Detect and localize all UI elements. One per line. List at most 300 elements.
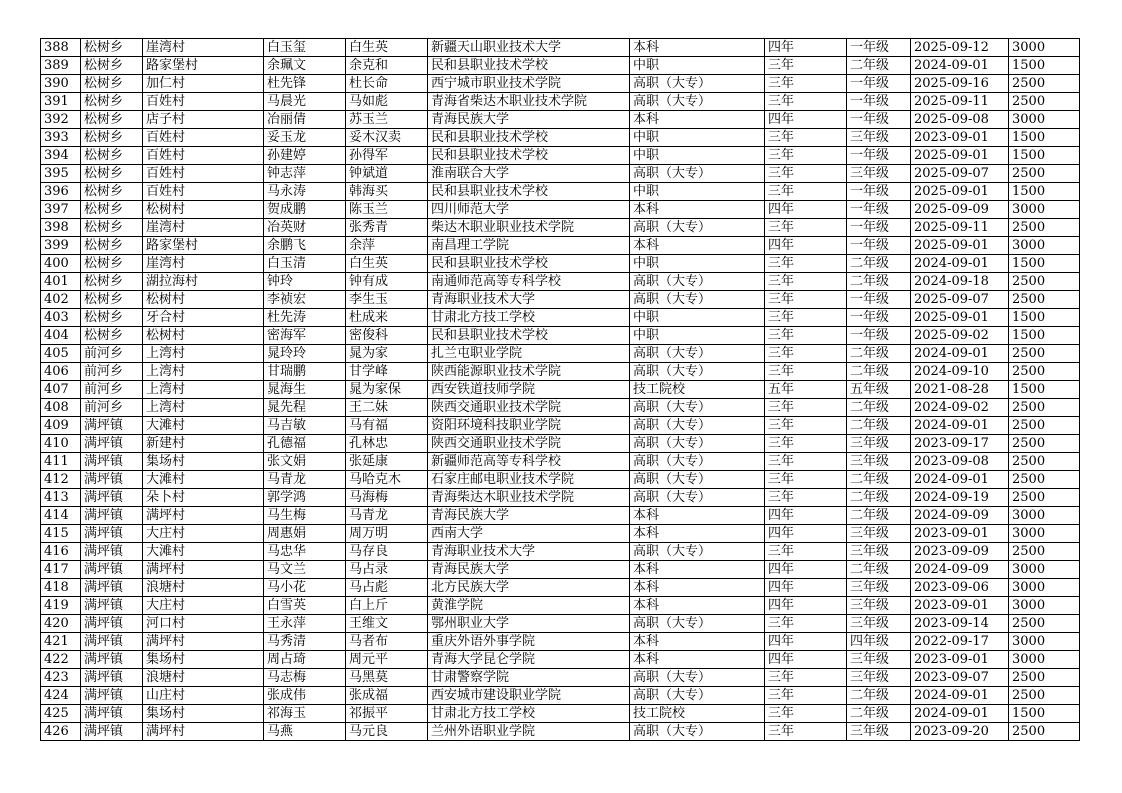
aid-amount-cell: 3000 (1009, 111, 1080, 129)
parent-name-cell: 余克和 (346, 57, 428, 75)
parent-name-cell: 马如彪 (346, 93, 428, 111)
parent-name-cell: 马黑莫 (346, 669, 428, 687)
grade-cell: 一年级 (847, 327, 911, 345)
parent-name-cell: 周元平 (346, 651, 428, 669)
table-row (41, 561, 1080, 579)
education-level-cell: 中职 (630, 129, 765, 147)
grade-cell: 一年级 (847, 183, 911, 201)
parent-name-cell: 马哈克木 (346, 471, 428, 489)
school-name-cell: 石家庄邮电职业技术学院 (428, 471, 630, 489)
aid-amount-cell: 1500 (1009, 57, 1080, 75)
table-row (41, 453, 1080, 471)
school-name-cell: 北方民族大学 (428, 579, 630, 597)
grade-cell: 一年级 (847, 291, 911, 309)
school-name-cell: 西南大学 (428, 525, 630, 543)
enrollment-date-cell: 2024-09-01 (911, 345, 1009, 363)
program-length-cell: 四年 (765, 237, 847, 255)
parent-name-cell: 杜长命 (346, 75, 428, 93)
aid-amount-cell: 2500 (1009, 291, 1080, 309)
school-name-cell: 柴达木职业职业技术学院 (428, 219, 630, 237)
grade-cell: 二年级 (847, 471, 911, 489)
program-length-cell: 四年 (765, 651, 847, 669)
school-name-cell: 新疆天山职业技术大学 (428, 39, 630, 57)
parent-name-cell: 晁为家保 (346, 381, 428, 399)
enrollment-date-cell: 2025-09-12 (911, 39, 1009, 57)
education-level-cell: 本科 (630, 597, 765, 615)
aid-amount-cell: 3000 (1009, 579, 1080, 597)
row-number-cell: 405 (41, 345, 81, 363)
education-level-cell: 高职（大专） (630, 417, 765, 435)
aid-amount-cell: 1500 (1009, 255, 1080, 273)
school-name-cell: 西安城市建设职业学院 (428, 687, 630, 705)
aid-amount-cell: 3000 (1009, 525, 1080, 543)
parent-name-cell: 苏玉兰 (346, 111, 428, 129)
grade-cell: 五年级 (847, 381, 911, 399)
table-row (41, 381, 1080, 399)
enrollment-date-cell: 2025-09-02 (911, 327, 1009, 345)
program-length-cell: 四年 (765, 201, 847, 219)
enrollment-date-cell: 2025-09-09 (911, 201, 1009, 219)
table-row (41, 273, 1080, 291)
parent-name-cell: 韩海买 (346, 183, 428, 201)
table-row (41, 57, 1080, 75)
township-cell: 满坪镇 (81, 489, 143, 507)
row-number-cell: 415 (41, 525, 81, 543)
table-row (41, 327, 1080, 345)
enrollment-date-cell: 2023-09-07 (911, 669, 1009, 687)
enrollment-date-cell: 2024-09-01 (911, 705, 1009, 723)
township-cell: 松树乡 (81, 39, 143, 57)
program-length-cell: 三年 (765, 165, 847, 183)
township-cell: 满坪镇 (81, 435, 143, 453)
education-level-cell: 高职（大专） (630, 363, 765, 381)
township-cell: 前河乡 (81, 345, 143, 363)
enrollment-date-cell: 2023-09-01 (911, 651, 1009, 669)
program-length-cell: 三年 (765, 183, 847, 201)
table-row (41, 165, 1080, 183)
program-length-cell: 三年 (765, 669, 847, 687)
grade-cell: 二年级 (847, 507, 911, 525)
grade-cell: 三年级 (847, 579, 911, 597)
parent-name-cell: 王维文 (346, 615, 428, 633)
student-name-cell: 钟志萍 (264, 165, 346, 183)
row-number-cell: 401 (41, 273, 81, 291)
enrollment-date-cell: 2024-09-01 (911, 57, 1009, 75)
school-name-cell: 资阳环境科技职业学院 (428, 417, 630, 435)
school-name-cell: 南通师范高等专科学校 (428, 273, 630, 291)
aid-amount-cell: 2500 (1009, 435, 1080, 453)
village-cell: 集场村 (143, 651, 264, 669)
enrollment-date-cell: 2025-09-11 (911, 93, 1009, 111)
grade-cell: 二年级 (847, 417, 911, 435)
village-cell: 牙合村 (143, 309, 264, 327)
education-level-cell: 高职（大专） (630, 489, 765, 507)
education-level-cell: 技工院校 (630, 705, 765, 723)
table-row (41, 687, 1080, 705)
table-row (41, 93, 1080, 111)
township-cell: 松树乡 (81, 219, 143, 237)
township-cell: 满坪镇 (81, 723, 143, 741)
enrollment-date-cell: 2023-09-20 (911, 723, 1009, 741)
table-row (41, 723, 1080, 741)
table-row (41, 363, 1080, 381)
parent-name-cell: 晁为家 (346, 345, 428, 363)
school-name-cell: 青海民族大学 (428, 507, 630, 525)
education-level-cell: 高职（大专） (630, 669, 765, 687)
table-row (41, 111, 1080, 129)
village-cell: 百姓村 (143, 129, 264, 147)
table-row (41, 183, 1080, 201)
aid-amount-cell: 2500 (1009, 471, 1080, 489)
table-row (41, 543, 1080, 561)
village-cell: 百姓村 (143, 147, 264, 165)
aid-amount-cell: 2500 (1009, 543, 1080, 561)
education-level-cell: 高职（大专） (630, 399, 765, 417)
row-number-cell: 417 (41, 561, 81, 579)
table-row (41, 237, 1080, 255)
table-row (41, 129, 1080, 147)
school-name-cell: 民和县职业技术学校 (428, 129, 630, 147)
aid-amount-cell: 1500 (1009, 147, 1080, 165)
grade-cell: 二年级 (847, 273, 911, 291)
village-cell: 崖湾村 (143, 219, 264, 237)
education-level-cell: 高职（大专） (630, 435, 765, 453)
village-cell: 百姓村 (143, 93, 264, 111)
township-cell: 满坪镇 (81, 615, 143, 633)
school-name-cell: 青海柴达木职业技术学院 (428, 489, 630, 507)
row-number-cell: 425 (41, 705, 81, 723)
grade-cell: 三年级 (847, 723, 911, 741)
student-name-cell: 马青龙 (264, 471, 346, 489)
school-name-cell: 青海民族大学 (428, 111, 630, 129)
township-cell: 满坪镇 (81, 687, 143, 705)
program-length-cell: 三年 (765, 57, 847, 75)
parent-name-cell: 马有福 (346, 417, 428, 435)
row-number-cell: 391 (41, 93, 81, 111)
enrollment-date-cell: 2024-09-02 (911, 399, 1009, 417)
program-length-cell: 三年 (765, 399, 847, 417)
aid-amount-cell: 2500 (1009, 615, 1080, 633)
education-level-cell: 本科 (630, 633, 765, 651)
education-level-cell: 本科 (630, 651, 765, 669)
village-cell: 河口村 (143, 615, 264, 633)
parent-name-cell: 周万明 (346, 525, 428, 543)
grade-cell: 二年级 (847, 399, 911, 417)
student-name-cell: 周惠娟 (264, 525, 346, 543)
parent-name-cell: 张成福 (346, 687, 428, 705)
row-number-cell: 424 (41, 687, 81, 705)
village-cell: 大滩村 (143, 471, 264, 489)
aid-amount-cell: 2500 (1009, 723, 1080, 741)
parent-name-cell: 马青龙 (346, 507, 428, 525)
table-row (41, 525, 1080, 543)
enrollment-date-cell: 2024-09-09 (911, 561, 1009, 579)
student-name-cell: 余珮文 (264, 57, 346, 75)
township-cell: 满坪镇 (81, 705, 143, 723)
village-cell: 上湾村 (143, 399, 264, 417)
school-name-cell: 民和县职业技术学校 (428, 183, 630, 201)
parent-name-cell: 马元良 (346, 723, 428, 741)
student-name-cell: 张文娟 (264, 453, 346, 471)
school-name-cell: 民和县职业技术学校 (428, 327, 630, 345)
village-cell: 大庄村 (143, 525, 264, 543)
village-cell: 浪塘村 (143, 579, 264, 597)
table-row (41, 507, 1080, 525)
row-number-cell: 416 (41, 543, 81, 561)
grade-cell: 一年级 (847, 39, 911, 57)
parent-name-cell: 王二妹 (346, 399, 428, 417)
row-number-cell: 410 (41, 435, 81, 453)
village-cell: 路家堡村 (143, 237, 264, 255)
row-number-cell: 399 (41, 237, 81, 255)
township-cell: 松树乡 (81, 183, 143, 201)
aid-amount-cell: 2500 (1009, 93, 1080, 111)
school-name-cell: 淮南联合大学 (428, 165, 630, 183)
education-level-cell: 高职（大专） (630, 219, 765, 237)
education-level-cell: 中职 (630, 183, 765, 201)
program-length-cell: 三年 (765, 309, 847, 327)
row-number-cell: 414 (41, 507, 81, 525)
enrollment-date-cell: 2024-09-18 (911, 273, 1009, 291)
township-cell: 满坪镇 (81, 471, 143, 489)
enrollment-date-cell: 2025-09-07 (911, 291, 1009, 309)
school-name-cell: 新疆师范高等专科学校 (428, 453, 630, 471)
enrollment-date-cell: 2025-09-08 (911, 111, 1009, 129)
row-number-cell: 404 (41, 327, 81, 345)
student-name-cell: 马永涛 (264, 183, 346, 201)
grade-cell: 二年级 (847, 363, 911, 381)
table-row (41, 255, 1080, 273)
village-cell: 百姓村 (143, 183, 264, 201)
school-name-cell: 青海职业技术大学 (428, 543, 630, 561)
school-name-cell: 陕西能源职业技术学院 (428, 363, 630, 381)
village-cell: 大滩村 (143, 543, 264, 561)
enrollment-date-cell: 2025-09-07 (911, 165, 1009, 183)
parent-name-cell: 白生英 (346, 39, 428, 57)
enrollment-date-cell: 2021-08-28 (911, 381, 1009, 399)
enrollment-date-cell: 2023-09-01 (911, 597, 1009, 615)
row-number-cell: 418 (41, 579, 81, 597)
enrollment-date-cell: 2023-09-14 (911, 615, 1009, 633)
student-name-cell: 马秀清 (264, 633, 346, 651)
student-name-cell: 甘瑞鹏 (264, 363, 346, 381)
student-name-cell: 妥玉龙 (264, 129, 346, 147)
grade-cell: 三年级 (847, 129, 911, 147)
row-number-cell: 400 (41, 255, 81, 273)
village-cell: 朵卜村 (143, 489, 264, 507)
school-name-cell: 黄淮学院 (428, 597, 630, 615)
program-length-cell: 三年 (765, 219, 847, 237)
school-name-cell: 陕西交通职业技术学院 (428, 435, 630, 453)
enrollment-date-cell: 2025-09-01 (911, 309, 1009, 327)
student-name-cell: 杜先涛 (264, 309, 346, 327)
village-cell: 松树村 (143, 201, 264, 219)
parent-name-cell: 马存良 (346, 543, 428, 561)
school-name-cell: 扎兰屯职业学院 (428, 345, 630, 363)
student-name-cell: 贺成鹏 (264, 201, 346, 219)
program-length-cell: 四年 (765, 39, 847, 57)
aid-amount-cell: 1500 (1009, 129, 1080, 147)
education-level-cell: 高职（大专） (630, 345, 765, 363)
student-name-cell: 李祯宏 (264, 291, 346, 309)
aid-amount-cell: 2500 (1009, 669, 1080, 687)
aid-amount-cell: 2500 (1009, 273, 1080, 291)
village-cell: 上湾村 (143, 345, 264, 363)
table-row (41, 39, 1080, 57)
row-number-cell: 412 (41, 471, 81, 489)
enrollment-date-cell: 2024-09-01 (911, 417, 1009, 435)
village-cell: 满坪村 (143, 561, 264, 579)
student-name-cell: 祁海玉 (264, 705, 346, 723)
township-cell: 满坪镇 (81, 633, 143, 651)
township-cell: 松树乡 (81, 165, 143, 183)
parent-name-cell: 马占录 (346, 561, 428, 579)
enrollment-date-cell: 2023-09-09 (911, 543, 1009, 561)
education-level-cell: 高职（大专） (630, 723, 765, 741)
grade-cell: 三年级 (847, 453, 911, 471)
enrollment-date-cell: 2025-09-01 (911, 183, 1009, 201)
grade-cell: 三年级 (847, 615, 911, 633)
row-number-cell: 402 (41, 291, 81, 309)
student-name-cell: 白玉清 (264, 255, 346, 273)
aid-amount-cell: 2500 (1009, 165, 1080, 183)
aid-amount-cell: 2500 (1009, 453, 1080, 471)
aid-amount-cell: 3000 (1009, 597, 1080, 615)
row-number-cell: 403 (41, 309, 81, 327)
student-name-cell: 孙建婷 (264, 147, 346, 165)
row-number-cell: 397 (41, 201, 81, 219)
row-number-cell: 398 (41, 219, 81, 237)
school-name-cell: 陕西交通职业技术学院 (428, 399, 630, 417)
aid-amount-cell: 3000 (1009, 633, 1080, 651)
township-cell: 松树乡 (81, 201, 143, 219)
program-length-cell: 三年 (765, 129, 847, 147)
table-row (41, 219, 1080, 237)
village-cell: 满坪村 (143, 723, 264, 741)
township-cell: 前河乡 (81, 363, 143, 381)
program-length-cell: 三年 (765, 615, 847, 633)
row-number-cell: 422 (41, 651, 81, 669)
aid-amount-cell: 3000 (1009, 201, 1080, 219)
enrollment-date-cell: 2023-09-01 (911, 525, 1009, 543)
row-number-cell: 411 (41, 453, 81, 471)
row-number-cell: 388 (41, 39, 81, 57)
aid-amount-cell: 2500 (1009, 219, 1080, 237)
school-name-cell: 甘肃北方技工学校 (428, 705, 630, 723)
school-name-cell: 青海大学昆仑学院 (428, 651, 630, 669)
education-level-cell: 中职 (630, 327, 765, 345)
school-name-cell: 甘肃警察学院 (428, 669, 630, 687)
row-number-cell: 406 (41, 363, 81, 381)
table-row (41, 489, 1080, 507)
table-row (41, 705, 1080, 723)
parent-name-cell: 密俊科 (346, 327, 428, 345)
education-level-cell: 高职（大专） (630, 165, 765, 183)
program-length-cell: 三年 (765, 147, 847, 165)
student-name-cell: 张成伟 (264, 687, 346, 705)
school-name-cell: 鄂州职业大学 (428, 615, 630, 633)
village-cell: 浪塘村 (143, 669, 264, 687)
grade-cell: 一年级 (847, 219, 911, 237)
table-row (41, 633, 1080, 651)
school-name-cell: 兰州外语职业学院 (428, 723, 630, 741)
education-level-cell: 高职（大专） (630, 615, 765, 633)
parent-name-cell: 张秀青 (346, 219, 428, 237)
parent-name-cell: 马者布 (346, 633, 428, 651)
program-length-cell: 三年 (765, 705, 847, 723)
grade-cell: 三年级 (847, 597, 911, 615)
parent-name-cell: 马海梅 (346, 489, 428, 507)
village-cell: 上湾村 (143, 363, 264, 381)
student-name-cell: 王永萍 (264, 615, 346, 633)
row-number-cell: 413 (41, 489, 81, 507)
student-name-cell: 白雪英 (264, 597, 346, 615)
grade-cell: 三年级 (847, 525, 911, 543)
village-cell: 路家堡村 (143, 57, 264, 75)
student-name-cell: 晁先程 (264, 399, 346, 417)
village-cell: 加仁村 (143, 75, 264, 93)
township-cell: 松树乡 (81, 57, 143, 75)
school-name-cell: 民和县职业技术学校 (428, 255, 630, 273)
parent-name-cell: 陈玉兰 (346, 201, 428, 219)
aid-amount-cell: 3000 (1009, 651, 1080, 669)
education-level-cell: 本科 (630, 39, 765, 57)
village-cell: 满坪村 (143, 633, 264, 651)
row-number-cell: 396 (41, 183, 81, 201)
student-name-cell: 郭学鸿 (264, 489, 346, 507)
township-cell: 松树乡 (81, 237, 143, 255)
enrollment-date-cell: 2025-09-01 (911, 237, 1009, 255)
township-cell: 满坪镇 (81, 525, 143, 543)
grade-cell: 二年级 (847, 57, 911, 75)
school-name-cell: 民和县职业技术学校 (428, 147, 630, 165)
row-number-cell: 390 (41, 75, 81, 93)
student-name-cell: 钟玲 (264, 273, 346, 291)
grade-cell: 二年级 (847, 705, 911, 723)
table-row (41, 201, 1080, 219)
township-cell: 松树乡 (81, 147, 143, 165)
row-number-cell: 394 (41, 147, 81, 165)
enrollment-date-cell: 2025-09-11 (911, 219, 1009, 237)
student-name-cell: 马吉敏 (264, 417, 346, 435)
township-cell: 松树乡 (81, 111, 143, 129)
table-row (41, 291, 1080, 309)
table-row (41, 435, 1080, 453)
table-row (41, 309, 1080, 327)
program-length-cell: 四年 (765, 561, 847, 579)
grade-cell: 一年级 (847, 75, 911, 93)
row-number-cell: 395 (41, 165, 81, 183)
table-row (41, 417, 1080, 435)
program-length-cell: 四年 (765, 111, 847, 129)
table-row (41, 75, 1080, 93)
student-name-cell: 马志梅 (264, 669, 346, 687)
program-length-cell: 四年 (765, 507, 847, 525)
student-aid-table (40, 38, 1080, 741)
township-cell: 满坪镇 (81, 579, 143, 597)
enrollment-date-cell: 2024-09-19 (911, 489, 1009, 507)
school-name-cell: 西安铁道技师学院 (428, 381, 630, 399)
township-cell: 松树乡 (81, 309, 143, 327)
row-number-cell: 423 (41, 669, 81, 687)
row-number-cell: 408 (41, 399, 81, 417)
parent-name-cell: 妥木汉卖 (346, 129, 428, 147)
township-cell: 前河乡 (81, 381, 143, 399)
education-level-cell: 本科 (630, 111, 765, 129)
row-number-cell: 419 (41, 597, 81, 615)
program-length-cell: 三年 (765, 363, 847, 381)
township-cell: 满坪镇 (81, 651, 143, 669)
